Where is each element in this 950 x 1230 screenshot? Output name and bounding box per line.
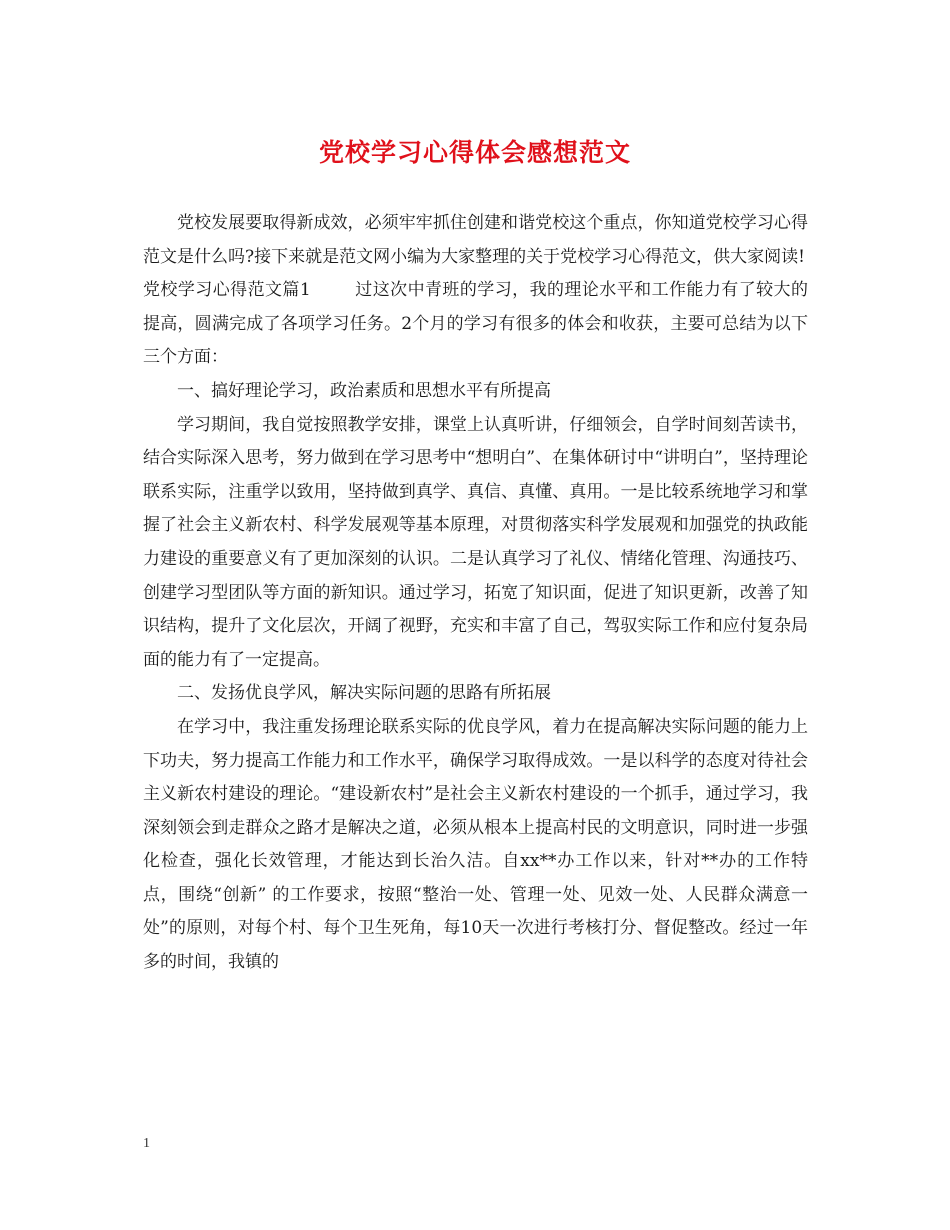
section-label: 党校学习心得范文篇1 — [143, 280, 311, 301]
body-paragraph-2: 在学习中，我注重发扬理论联系实际的优良学风，着力在提高解决实际问题的能力上下功夫，努力提高工作能力和工作水平，确保学习取得成效。一是以科学的态度对待社会主义新农村建设的理论。“建设新农村”是社会主义新农村建设的一个抓手，通过学习，我深刻领会到走群众之路才是解决之道，必须从根本上提高村民的文明意识，同时进一步强化检查，强化长效管理，才能达到长治久洁。自xx**办工作以来，针对**办的工作特点，围绕“创新” 的工作要求，按照“整治一处、管理一处、见效一处、人民群众满意一处”的原则，对每个村、每个卫生死角，每10天一次进行考核打分、督促整改。经过一年多的时间，我镇的 — [143, 716, 808, 973]
section-heading-1: 一、搞好理论学习，政治素质和思想水平有所提高 — [177, 380, 551, 401]
page-number: 1 — [143, 1136, 150, 1151]
section-1-text: 过这次中青班的学习，我的理论水平和工作能力有了较大的提高，圆满完成了各项学习任务。2个月的学习有很多的体会和收获，主要可总结为以下三个方面： — [143, 280, 808, 368]
body-paragraph-1: 学习期间，我自觉按照教学安排，课堂上认真听讲，仔细领会，自学时间刻苦读书，结合实际深入思考，努力做到在学习思考中“想明白”、在集体研讨中“讲明白”，坚持理论联系实际，注重学以致用，坚持做到真学、真信、真懂、真用。一是比较系统地学习和掌握了社会主义新农村、科学发展观等基本原理，对贯彻落实科学发展观和加强党的执政能力建设的重要意义有了更加深刻的认识。二是认真学习了礼仪、情绪化管理、沟通技巧、创建学习型团队等方面的新知识。通过学习，拓宽了知识面，促进了知识更新，改善了知识结构，提升了文化层次，开阔了视野，充实和丰富了自己，驾驭实际工作和应付复杂局面的能力有了一定提高。 — [143, 414, 808, 670]
section-heading-2: 二、发扬优良学风，解决实际问题的思路有所拓展 — [177, 683, 551, 704]
document-body — [143, 207, 808, 980]
section-1-paragraph — [143, 274, 808, 375]
intro-paragraph: 党校发展要取得新成效，必须牢牢抓住创建和谐党校这个重点，你知道党校学习心得范文是什么吗?接下来就是范文网小编为大家整理的关于党校学习心得范文，供大家阅读! — [143, 213, 808, 267]
page-title: 党校学习心得体会感想范文 — [318, 138, 631, 167]
